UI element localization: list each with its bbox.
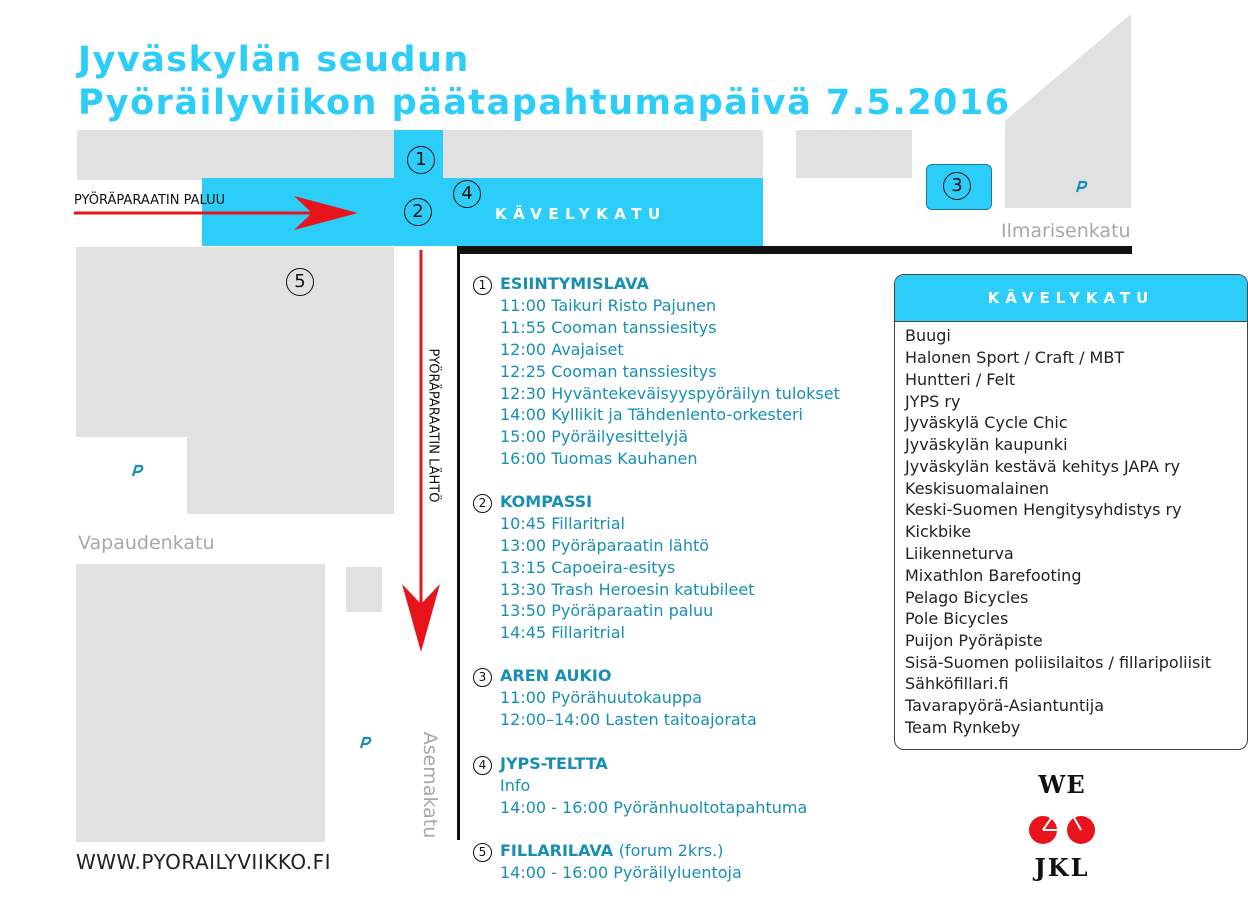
building-block bbox=[443, 130, 763, 178]
exhibitor-item: Pole Bicycles bbox=[905, 609, 1009, 628]
schedule-item: 14:00 Kyllikit ja Tähdenlento-orkesteri bbox=[500, 405, 803, 424]
schedule-item: 15:00 Pyöräilyesittelyjä bbox=[500, 427, 689, 446]
schedule-2-num: 2 bbox=[473, 494, 492, 513]
schedule-2-title: KOMPASSI bbox=[500, 492, 593, 511]
street-vapaudenkatu: Vapaudenkatu bbox=[78, 532, 215, 554]
schedule-1-title: ESIINTYMISLAVA bbox=[500, 274, 649, 293]
exhibitor-item: Halonen Sport / Craft / MBT bbox=[905, 348, 1125, 367]
schedule-item: 11:00 Pyörähuutokauppa bbox=[500, 688, 703, 707]
schedule-item: 14:00 - 16:00 Pyöräilyluentoja bbox=[500, 863, 742, 882]
building-block bbox=[76, 564, 325, 842]
parking-icon bbox=[1074, 180, 1088, 194]
schedule-item: 12:25 Cooman tanssiesitys bbox=[500, 362, 717, 381]
street-asemakatu: Asemakatu bbox=[419, 731, 441, 839]
exhibitor-item: Liikenneturva bbox=[905, 544, 1014, 563]
schedule-item: 16:00 Tuomas Kauhanen bbox=[500, 449, 698, 468]
marker-2: 2 bbox=[404, 198, 432, 226]
schedule-item: 13:50 Pyöräparaatin paluu bbox=[500, 601, 714, 620]
exhibitor-item: Jyväskylän kestävä kehitys JAPA ry bbox=[905, 457, 1181, 476]
schedule-5-title bbox=[500, 841, 723, 860]
parking-icon bbox=[358, 736, 372, 750]
parade-return-label: PYÖRÄPARAATIN PALUU bbox=[74, 193, 226, 208]
marker-5: 5 bbox=[286, 268, 314, 296]
schedule-3-title: AREN AUKIO bbox=[500, 666, 612, 685]
schedule-item: 12:00–14:00 Lasten taitoajorata bbox=[500, 710, 757, 729]
schedule-1-num: 1 bbox=[473, 276, 492, 295]
building-block bbox=[346, 567, 382, 612]
building-block bbox=[76, 247, 394, 437]
schedule-item: 12:00 Avajaiset bbox=[500, 340, 624, 359]
exhibitor-item: Kickbike bbox=[905, 522, 972, 541]
parade-start-label: PYÖRÄPARAATIN LÄHTÖ bbox=[425, 348, 441, 503]
parking-icon bbox=[130, 464, 144, 478]
schedule-3-num: 3 bbox=[473, 668, 492, 687]
exhibitor-item: Mixathlon Barefooting bbox=[905, 566, 1082, 585]
exhibitor-item: Tavarapyörä-Asiantuntija bbox=[905, 696, 1104, 715]
building-block bbox=[187, 437, 394, 514]
schedule-item: 10:45 Fillaritrial bbox=[500, 514, 625, 533]
title-line-2: Pyöräilyviikon päätapahtumapäivä 7.5.2016 bbox=[78, 83, 1011, 123]
schedule-5-name: FILLARILAVA bbox=[500, 841, 614, 860]
exhibitor-item: Jyväskylän kaupunki bbox=[905, 435, 1068, 454]
kavelykatu-label: KÄVELYKATU bbox=[495, 205, 667, 223]
exhibitor-item: JYPS ry bbox=[905, 392, 961, 411]
exhibitor-item: Sisä-Suomen poliisilaitos / fillaripoliisit bbox=[905, 653, 1212, 672]
logo-we: WE bbox=[1038, 770, 1086, 799]
schedule-5-sub: (forum 2krs.) bbox=[618, 841, 724, 860]
schedule-item: 13:15 Capoeira-esitys bbox=[500, 558, 676, 577]
marker-4: 4 bbox=[453, 180, 481, 208]
website-link[interactable]: WWW.PYORAILYVIIKKO.FI bbox=[76, 850, 332, 874]
exhibitor-item: Team Rynkeby bbox=[905, 718, 1021, 737]
schedule-5-num: 5 bbox=[473, 843, 492, 862]
schedule-item: 11:00 Taikuri Risto Pajunen bbox=[500, 296, 717, 315]
building-block bbox=[77, 130, 395, 180]
exhibitor-item: Sähköfillari.fi bbox=[905, 674, 1009, 693]
exhibitor-item: Pelago Bicycles bbox=[905, 588, 1029, 607]
street-ilmarisenkatu: Ilmarisenkatu bbox=[1001, 220, 1131, 242]
bicycle-logo-icon bbox=[1026, 806, 1098, 846]
schedule-4-title: JYPS-TELTTA bbox=[500, 754, 608, 773]
schedule-item: 13:00 Pyöräparaatin lähtö bbox=[500, 536, 710, 555]
marker-3: 3 bbox=[943, 172, 971, 200]
exhibitor-item: Keskisuomalainen bbox=[905, 479, 1050, 498]
exhibitor-item: Huntteri / Felt bbox=[905, 370, 1016, 389]
schedule-4-num: 4 bbox=[473, 756, 492, 775]
title-line-1: Jyväskylän seudun bbox=[78, 40, 470, 80]
schedule-item: 14:00 - 16:00 Pyöränhuoltotapahtuma bbox=[500, 798, 808, 817]
schedule-item: 13:30 Trash Heroesin katubileet bbox=[500, 580, 755, 599]
road-line-horizontal bbox=[458, 246, 1132, 254]
exhibitor-item: Puijon Pyöräpiste bbox=[905, 631, 1043, 650]
schedule-item: 12:30 Hyväntekeväisyyspyöräilyn tulokset bbox=[500, 384, 840, 403]
exhibitor-item: Buugi bbox=[905, 326, 951, 345]
exhibitor-item: Jyväskylä Cycle Chic bbox=[905, 413, 1068, 432]
exhibitor-item: Keski-Suomen Hengitysyhdistys ry bbox=[905, 500, 1182, 519]
building-block bbox=[796, 130, 912, 178]
schedule-item: 11:55 Cooman tanssiesitys bbox=[500, 318, 717, 337]
schedule-item: 14:45 Fillaritrial bbox=[500, 623, 625, 642]
exhibitors-title: KÄVELYKATU bbox=[895, 275, 1247, 322]
logo-jkl: JKL bbox=[1034, 853, 1090, 882]
building-block bbox=[1005, 14, 1131, 208]
marker-1: 1 bbox=[407, 146, 435, 174]
road-line-vertical bbox=[457, 246, 460, 840]
schedule-item: Info bbox=[500, 776, 531, 795]
